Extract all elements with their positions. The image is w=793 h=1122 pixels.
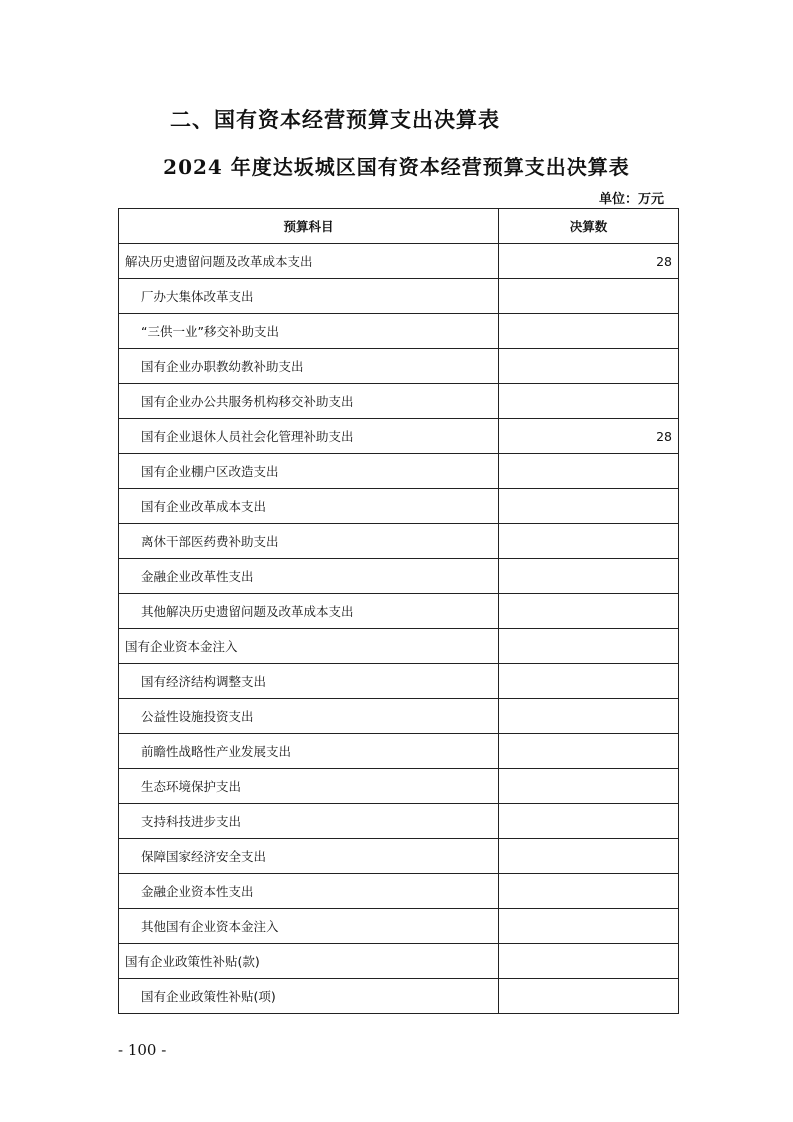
table-title: 2024 年度达坂城区国有资本经营预算支出决算表 [163, 155, 630, 179]
table-row [119, 769, 679, 804]
table-row [119, 594, 679, 629]
table-row [119, 804, 679, 839]
row-amount [499, 489, 679, 524]
row-subject: 支持科技进步支出 [119, 804, 499, 839]
row-subject: 金融企业资本性支出 [119, 874, 499, 909]
page-number: - 100 - [118, 1041, 167, 1059]
row-subject: 前瞻性战略性产业发展支出 [119, 734, 499, 769]
row-amount [499, 804, 679, 839]
row-amount [499, 524, 679, 559]
row-amount [499, 594, 679, 629]
row-subject: 国有经济结构调整支出 [119, 664, 499, 699]
row-amount [499, 664, 679, 699]
table-row [119, 979, 679, 1014]
table-row [119, 874, 679, 909]
row-subject: 生态环境保护支出 [119, 769, 499, 804]
row-subject: 国有企业办公共服务机构移交补助支出 [119, 384, 499, 419]
row-subject: 公益性设施投资支出 [119, 699, 499, 734]
row-subject: 厂办大集体改革支出 [119, 279, 499, 314]
column-header-amount: 决算数 [499, 209, 679, 244]
table-row [119, 489, 679, 524]
section-heading: 二、国有资本经营预算支出决算表 [170, 108, 500, 132]
table-header-row [119, 209, 679, 244]
row-amount [499, 314, 679, 349]
row-subject: 国有企业办职教幼教补助支出 [119, 349, 499, 384]
table-row [119, 419, 679, 454]
table-row [119, 839, 679, 874]
row-amount [499, 839, 679, 874]
table-row [119, 454, 679, 489]
row-subject: 解决历史遗留问题及改革成本支出 [119, 244, 499, 279]
table-row [119, 349, 679, 384]
row-amount [499, 734, 679, 769]
table-row [119, 244, 679, 279]
table-row [119, 314, 679, 349]
row-subject: 国有企业改革成本支出 [119, 489, 499, 524]
row-subject: 国有企业政策性补贴(款) [119, 944, 499, 979]
column-header-subject: 预算科目 [119, 209, 499, 244]
row-subject: 国有企业资本金注入 [119, 629, 499, 664]
row-amount: 28 [499, 419, 679, 454]
table-row [119, 279, 679, 314]
row-subject: 国有企业退休人员社会化管理补助支出 [119, 419, 499, 454]
table-row [119, 384, 679, 419]
row-amount [499, 454, 679, 489]
table-row [119, 944, 679, 979]
row-amount [499, 559, 679, 594]
row-amount [499, 349, 679, 384]
table-row [119, 699, 679, 734]
table-row [119, 909, 679, 944]
table-row [119, 664, 679, 699]
row-subject: 金融企业改革性支出 [119, 559, 499, 594]
row-amount [499, 944, 679, 979]
row-amount [499, 909, 679, 944]
table-row [119, 524, 679, 559]
row-amount: 28 [499, 244, 679, 279]
row-subject: 离休干部医药费补助支出 [119, 524, 499, 559]
row-subject: 其他解决历史遗留问题及改革成本支出 [119, 594, 499, 629]
table-row [119, 629, 679, 664]
unit-label: 单位：万元 [598, 192, 664, 207]
table-row [119, 734, 679, 769]
table-body [119, 244, 679, 1014]
budget-table [118, 208, 679, 1014]
row-amount [499, 699, 679, 734]
row-amount [499, 874, 679, 909]
row-subject: 国有企业政策性补贴(项) [119, 979, 499, 1014]
row-amount [499, 279, 679, 314]
row-amount [499, 384, 679, 419]
row-subject: 保障国家经济安全支出 [119, 839, 499, 874]
table-row [119, 559, 679, 594]
row-subject: 其他国有企业资本金注入 [119, 909, 499, 944]
row-amount [499, 769, 679, 804]
row-subject: 国有企业棚户区改造支出 [119, 454, 499, 489]
row-amount [499, 629, 679, 664]
row-subject: “三供一业”移交补助支出 [119, 314, 499, 349]
row-amount [499, 979, 679, 1014]
